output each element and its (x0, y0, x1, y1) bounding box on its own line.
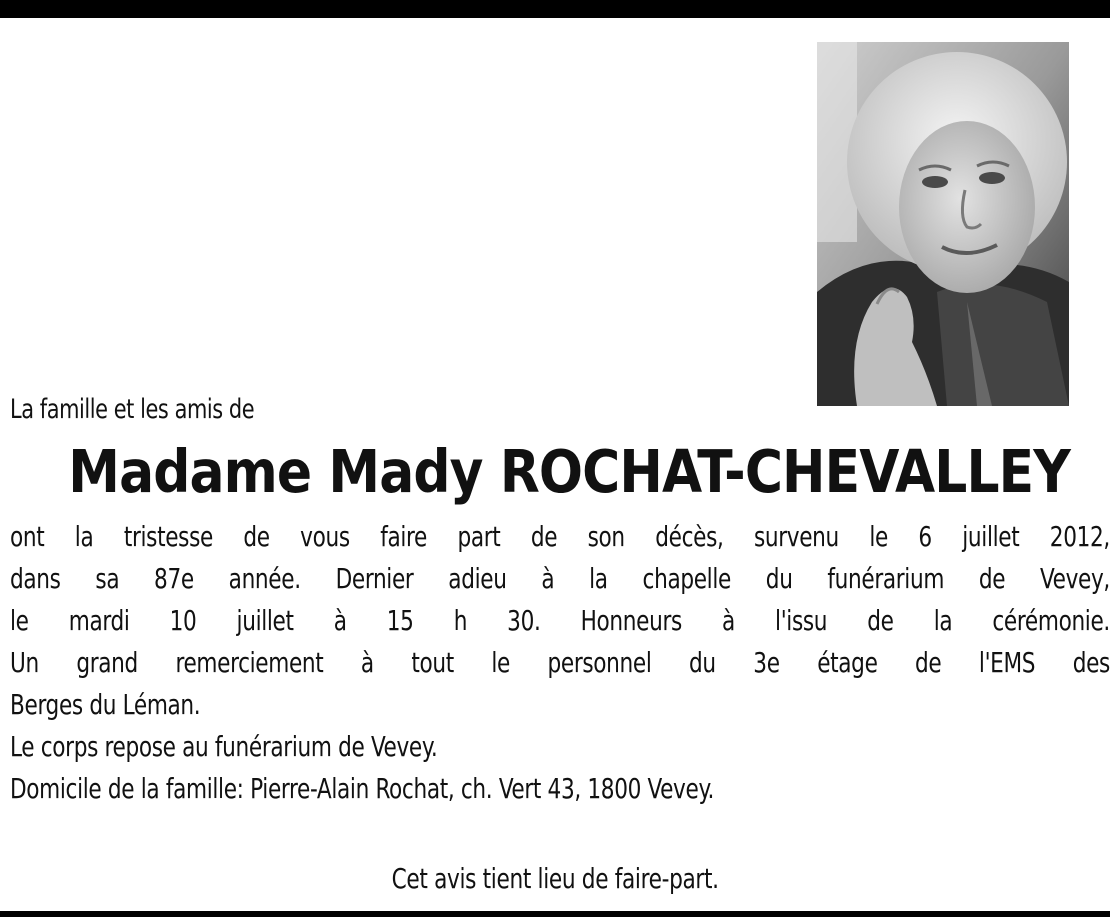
deceased-name-text: Madame Mady ROCHAT-CHEVALLEY (68, 437, 1070, 506)
top-border-rule (0, 0, 1110, 18)
body-line: Berges du Léman. (10, 688, 201, 721)
intro-line: La famille et les amis de (10, 394, 255, 425)
body-line: Un grand remerciement à tout le personnel du 3e étage de l'EMS des (10, 646, 1110, 679)
footer-note (0, 862, 1110, 895)
body-line: le mardi 10 juillet à 15 h 30. Honneurs à l'issu de la cérémonie. (10, 604, 1110, 637)
notice-body (10, 516, 1110, 810)
body-line: ont la tristesse de vous faire part de son décès, survenu le 6 juillet 2012, (10, 520, 1110, 553)
body-domicile-line: Domicile de la famille: Pierre-Alain Rochat, ch. Vert 43, 1800 Vevey. (10, 772, 715, 805)
portrait-photo (817, 42, 1069, 406)
deceased-name (0, 437, 1110, 506)
body-corps-line: Le corps repose au funérarium de Vevey. (10, 730, 438, 763)
footer-note-text: Cet avis tient lieu de faire-part. (391, 862, 719, 895)
bottom-border-rule (0, 911, 1110, 917)
body-line: dans sa 87e année. Dernier adieu à la chapelle du funérarium de Vevey, (10, 562, 1110, 595)
